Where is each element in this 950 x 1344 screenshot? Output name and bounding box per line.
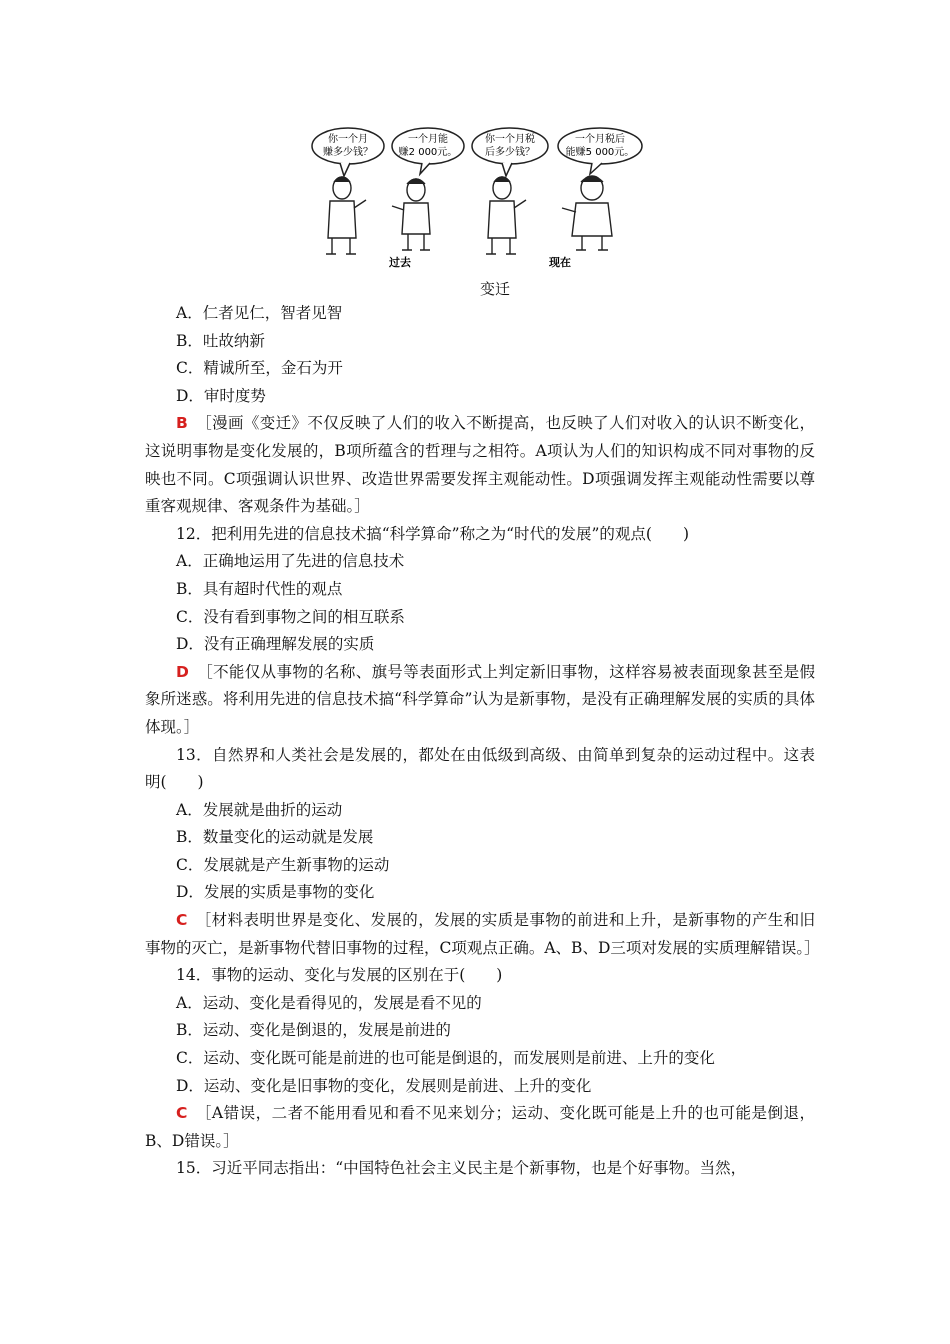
bubble-1-line-1: 你一个月 [328,134,368,145]
q14-option-b: B．运动、变化是倒退的，发展是前进的 [176,1021,451,1040]
q13-explanation: ［材料表明世界是变化、发展的，发展的实质是事物的前进和上升，是新事物的产生和旧事物的灭亡，是新事物代替旧事物的过程，C项观点正确。A、B、D三项对发展的实质理解错误。］ [145,911,820,957]
q14-option-c: C．运动、变化既可能是前进的也可能是倒退的，而发展则是前进、上升的变化 [176,1049,715,1068]
q11-option-d: D．审时度势 [176,386,266,405]
bubble-2-line-1: 一个月能 [408,134,448,145]
q13-answer-block [145,907,820,962]
q12-option-d: D．没有正确理解发展的实质 [176,635,375,654]
q11-answer-block [145,410,815,520]
q15-stem-block [145,1155,815,1183]
q13-option-a: A．发展就是曲折的运动 [176,800,343,819]
q15-number: 15． [176,1159,212,1178]
person-present-answerer [562,176,612,250]
speech-bubble-1 [312,128,384,176]
q12-option-c: C．没有看到事物之间的相互联系 [176,607,405,626]
question-text [145,300,820,1183]
figure-caption: 变迁 [479,280,510,298]
bubble-1-line-2: 赚多少钱？ [323,147,373,158]
bubble-4-line-1: 一个月税后 [575,134,625,145]
q12-stem-block [145,521,815,549]
q14-option-d: D．运动、变化是旧事物的变化，发展则是前进、上升的变化 [176,1076,592,1095]
q13-number: 13． [176,745,212,764]
q14-number: 14． [176,966,212,985]
q13-stem: 自然界和人类社会是发展的，都处在由低级到高级、由简单到复杂的运动过程中。这表明( ) [145,745,815,792]
q13-stem-block [145,742,815,797]
q12-number: 12． [176,524,212,543]
label-present: 现在 [549,256,571,269]
q12-explanation: ［不能仅从事物的名称、旗号等表面形式上判定新旧事物，这样容易被表面现象甚至是假象所迷惑。将利用先进的信息技术搞“科学算命”认为是新事物，是没有正确理解发展的实质的具体体现。］ [145,662,815,736]
q12-option-a: A．正确地运用了先进的信息技术 [176,552,405,571]
q11-option-c: C．精诚所至，金石为开 [176,359,343,378]
q12-option-b: B．具有超时代性的观点 [176,579,343,598]
q14-stem: 事物的运动、变化与发展的区别在于( ) [211,966,503,985]
speech-bubble-3 [472,128,548,176]
q14-answer-block [145,1100,815,1155]
q13-option-d: D．发展的实质是事物的变化 [176,883,375,902]
q15-stem: 习近平同志指出：“中国特色社会主义民主是个新事物，也是个好事物。当然， [211,1159,747,1178]
q12-answer: D [176,662,189,681]
q11-answer: B [176,414,188,433]
q12-stem: 把利用先进的信息技术搞“科学算命”称之为“时代的发展”的观点( ) [211,524,690,543]
q12-answer-block [145,659,815,742]
speech-bubble-2 [392,128,464,174]
label-past: 过去 [389,256,411,269]
q14-stem-block [145,962,815,990]
q14-answer: C [176,1104,188,1123]
cartoon-figure [310,126,650,272]
q13-option-b: B．数量变化的运动就是发展 [176,828,374,847]
bubble-4-line-2: 能赚5 000元。 [565,147,635,158]
person-past-asker [326,177,366,254]
bubble-3-line-2: 后多少钱？ [485,147,535,158]
bubble-3-line-1: 你一个月税 [485,134,535,145]
q13-answer: C [176,911,188,930]
q14-option-a: A．运动、变化是看得见的，发展是看不见的 [176,993,482,1012]
person-present-asker [486,177,526,254]
q11-option-a: A．仁者见仁，智者见智 [176,304,343,322]
q11-option-b: B．吐故纳新 [176,331,265,350]
q11-explanation: ［漫画《变迁》不仅反映了人们的收入不断提高，也反映了人们对收入的认识不断变化，这说明事物是变化发展的，B项所蕴含的哲理与之相符。A项认为人们的知识构成不同对事物的反映也不同。C项强调认识世界、改造世界需要发挥主观能动性。D项强调发挥主观能动性需要以尊重客观规律、客观条件为基础。］ [145,414,815,516]
bubble-2-line-2: 赚2 000元。 [398,147,458,158]
q13-option-c: C．发展就是产生新事物的运动 [176,855,390,874]
q14-explanation: ［A错误，二者不能用看见和看不见来划分；运动、变化既可能是上升的也可能是倒退，B、D错误。］ [145,1104,815,1150]
speech-bubble-4 [558,128,642,174]
person-past-answerer [392,179,430,250]
